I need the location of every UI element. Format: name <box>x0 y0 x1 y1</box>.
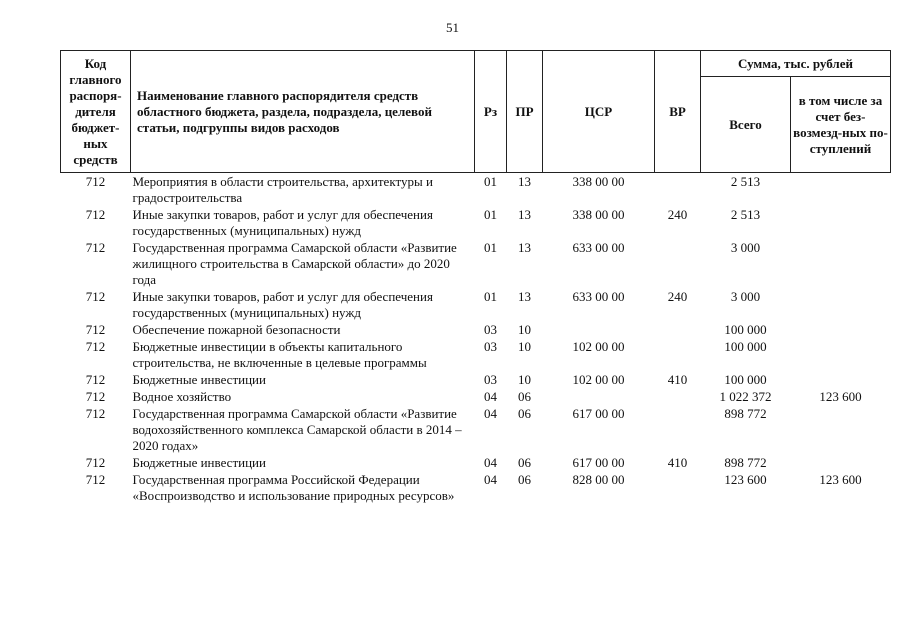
cell-incl <box>791 454 891 471</box>
table-row <box>61 371 891 388</box>
cell-vr <box>655 388 701 405</box>
cell-pr: 13 <box>518 240 531 255</box>
cell-total: 2 513 <box>730 207 761 222</box>
cell-incl <box>791 338 891 371</box>
cell-pr: 06 <box>518 406 531 421</box>
cell-pr: 06 <box>518 389 531 404</box>
cell-total: 100 000 <box>724 322 767 337</box>
cell-incl <box>791 371 891 388</box>
cell-pr: 13 <box>518 207 531 222</box>
cell-vr: 240 <box>667 207 688 222</box>
table-row <box>61 206 891 239</box>
cell-code: 712 <box>85 389 106 404</box>
cell-name: Бюджетные инвестиции <box>132 372 266 387</box>
cell-pr: 10 <box>518 339 531 354</box>
header-sum-group: Сумма, тыс. рублей <box>701 51 891 77</box>
cell-name: Обеспечение пожарной безопасности <box>132 322 341 337</box>
cell-vr <box>655 338 701 371</box>
cell-csr: 828 00 00 <box>572 472 625 487</box>
cell-incl <box>791 321 891 338</box>
cell-incl <box>791 239 891 288</box>
cell-rz: 01 <box>484 240 497 255</box>
cell-code: 712 <box>85 207 106 222</box>
cell-vr <box>655 321 701 338</box>
cell-total: 100 000 <box>724 339 767 354</box>
cell-csr: 102 00 00 <box>572 339 625 354</box>
cell-code: 712 <box>85 174 106 189</box>
header-name: Наименование главного распорядителя средств областного бюджета, раздела, подраздела, целевой статьи, подгруппы видов расходов <box>131 51 475 173</box>
cell-rz: 04 <box>484 455 497 470</box>
cell-name: Государственная программа Российской Федерации «Воспроизводство и использование природных ресурсов» <box>132 472 455 503</box>
cell-code: 712 <box>85 406 106 421</box>
cell-vr <box>655 173 701 207</box>
cell-rz: 01 <box>484 174 497 189</box>
cell-code: 712 <box>85 240 106 255</box>
cell-rz: 03 <box>484 372 497 387</box>
cell-total: 1 022 372 <box>719 389 772 404</box>
header-csr: ЦСР <box>543 51 655 173</box>
table-row <box>61 239 891 288</box>
header-incl: в том числе за счет без-возмезд-ных по-ступлений <box>791 77 891 173</box>
cell-pr: 10 <box>518 322 531 337</box>
cell-total: 3 000 <box>730 240 761 255</box>
cell-rz: 01 <box>484 207 497 222</box>
cell-incl <box>791 405 891 454</box>
cell-rz: 03 <box>484 339 497 354</box>
cell-code: 712 <box>85 322 106 337</box>
cell-name: Государственная программа Самарской области «Развитие водохозяйственного комплекса Самарской области в 2014 – 2020 годах» <box>132 406 462 453</box>
table-row <box>61 321 891 338</box>
cell-rz: 01 <box>484 289 497 304</box>
cell-pr: 13 <box>518 174 531 189</box>
cell-rz: 04 <box>484 406 497 421</box>
cell-csr: 617 00 00 <box>572 455 625 470</box>
cell-csr: 633 00 00 <box>572 240 625 255</box>
cell-vr: 410 <box>667 372 688 387</box>
cell-incl <box>791 206 891 239</box>
table-row <box>61 338 891 371</box>
cell-vr <box>655 239 701 288</box>
cell-code: 712 <box>85 455 106 470</box>
cell-pr: 13 <box>518 289 531 304</box>
header-code: Код главного распоря-дителя бюджет-ных средств <box>61 51 131 173</box>
cell-name: Иные закупки товаров, работ и услуг для обеспечения государственных (муниципальных) нужд <box>132 289 433 320</box>
cell-name: Бюджетные инвестиции <box>132 455 266 470</box>
cell-pr: 10 <box>518 372 531 387</box>
table-row <box>61 288 891 321</box>
cell-total: 898 772 <box>724 455 767 470</box>
table-body <box>61 173 891 505</box>
cell-vr: 240 <box>667 289 688 304</box>
cell-incl <box>791 288 891 321</box>
cell-csr: 102 00 00 <box>572 372 625 387</box>
table-row <box>61 471 891 504</box>
cell-csr: 617 00 00 <box>572 406 625 421</box>
cell-name: Мероприятия в области строительства, архитектуры и градостроительства <box>132 174 433 205</box>
table-row <box>61 388 891 405</box>
cell-vr <box>655 405 701 454</box>
cell-incl: 123 600 <box>819 389 862 404</box>
cell-code: 712 <box>85 472 106 487</box>
cell-pr: 06 <box>518 472 531 487</box>
cell-incl <box>791 173 891 207</box>
cell-total: 100 000 <box>724 372 767 387</box>
cell-total: 2 513 <box>730 174 761 189</box>
cell-rz: 03 <box>484 322 497 337</box>
cell-name: Бюджетные инвестиции в объекты капитального строительства, не включенные в целевые программы <box>132 339 427 370</box>
cell-total: 898 772 <box>724 406 767 421</box>
cell-csr: 338 00 00 <box>572 207 625 222</box>
cell-csr <box>543 388 655 405</box>
table-row <box>61 405 891 454</box>
cell-csr: 633 00 00 <box>572 289 625 304</box>
cell-csr <box>543 321 655 338</box>
cell-code: 712 <box>85 339 106 354</box>
cell-total: 123 600 <box>724 472 767 487</box>
cell-pr: 06 <box>518 455 531 470</box>
table-row <box>61 454 891 471</box>
cell-code: 712 <box>85 372 106 387</box>
page-number: 51 <box>446 20 459 35</box>
budget-table <box>60 50 891 504</box>
cell-name: Государственная программа Самарской области «Развитие жилищного строительства в Самарской области» до 2020 года <box>132 240 457 287</box>
header-rz: Рз <box>475 51 507 173</box>
cell-vr: 410 <box>667 455 688 470</box>
header-vr: ВР <box>655 51 701 173</box>
table-row <box>61 173 891 207</box>
cell-code: 712 <box>85 289 106 304</box>
cell-vr <box>655 471 701 504</box>
cell-rz: 04 <box>484 472 497 487</box>
cell-name: Водное хозяйство <box>132 389 232 404</box>
table-header <box>61 51 891 173</box>
cell-csr: 338 00 00 <box>572 174 625 189</box>
cell-total: 3 000 <box>730 289 761 304</box>
cell-name: Иные закупки товаров, работ и услуг для обеспечения государственных (муниципальных) нужд <box>132 207 433 238</box>
cell-incl: 123 600 <box>819 472 862 487</box>
header-total: Всего <box>701 77 791 173</box>
header-pr: ПР <box>507 51 543 173</box>
cell-rz: 04 <box>484 389 497 404</box>
